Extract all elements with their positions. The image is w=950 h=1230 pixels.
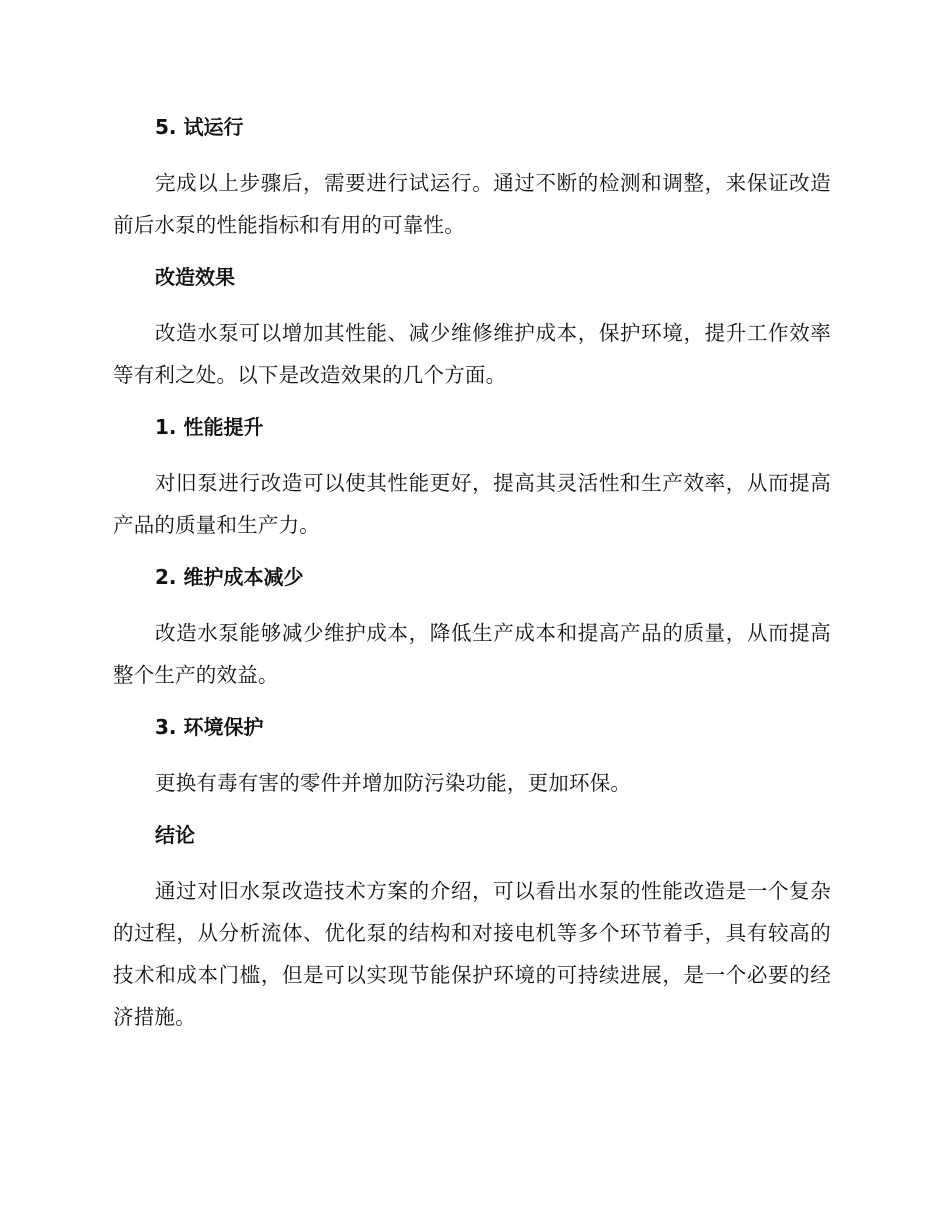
section-heading-trial-run: 5. 试运行 xyxy=(155,115,244,139)
paragraph-maintenance: 改造水泵能够减少维护成本，降低生产成本和提高产品的质量，从而提高整个生产的效益。 xyxy=(113,621,831,687)
paragraph-trial-run: 完成以上步骤后，需要进行试运行。通过不断的检测和调整，来保证改造前后水泵的性能指标和有用的可靠性。 xyxy=(113,171,831,237)
section-heading-maintenance: 2. 维护成本减少 xyxy=(155,565,304,589)
paragraph-effects: 改造水泵可以增加其性能、减少维修维护成本，保护环境，提升工作效率等有利之处。以下是改造效果的几个方面。 xyxy=(113,321,831,387)
paragraph-conclusion: 通过对旧水泵改造技术方案的介绍，可以看出水泵的性能改造是一个复杂的过程，从分析流体、优化泵的结构和对接电机等多个环节着手，具有较高的技术和成本门槛，但是可以实现节能保护环境的可持续进展，是一个必要的经济措施。 xyxy=(113,879,831,1029)
section-heading-conclusion: 结论 xyxy=(155,823,195,847)
section-heading-environment: 3. 环境保护 xyxy=(155,715,264,739)
section-heading-performance: 1. 性能提升 xyxy=(155,415,264,439)
paragraph-performance: 对旧泵进行改造可以使其性能更好，提高其灵活性和生产效率，从而提高产品的质量和生产力。 xyxy=(113,471,831,537)
paragraph-environment: 更换有毒有害的零件并增加防污染功能，更加环保。 xyxy=(155,771,632,795)
document-body xyxy=(113,108,831,1038)
section-heading-effects: 改造效果 xyxy=(155,265,235,289)
